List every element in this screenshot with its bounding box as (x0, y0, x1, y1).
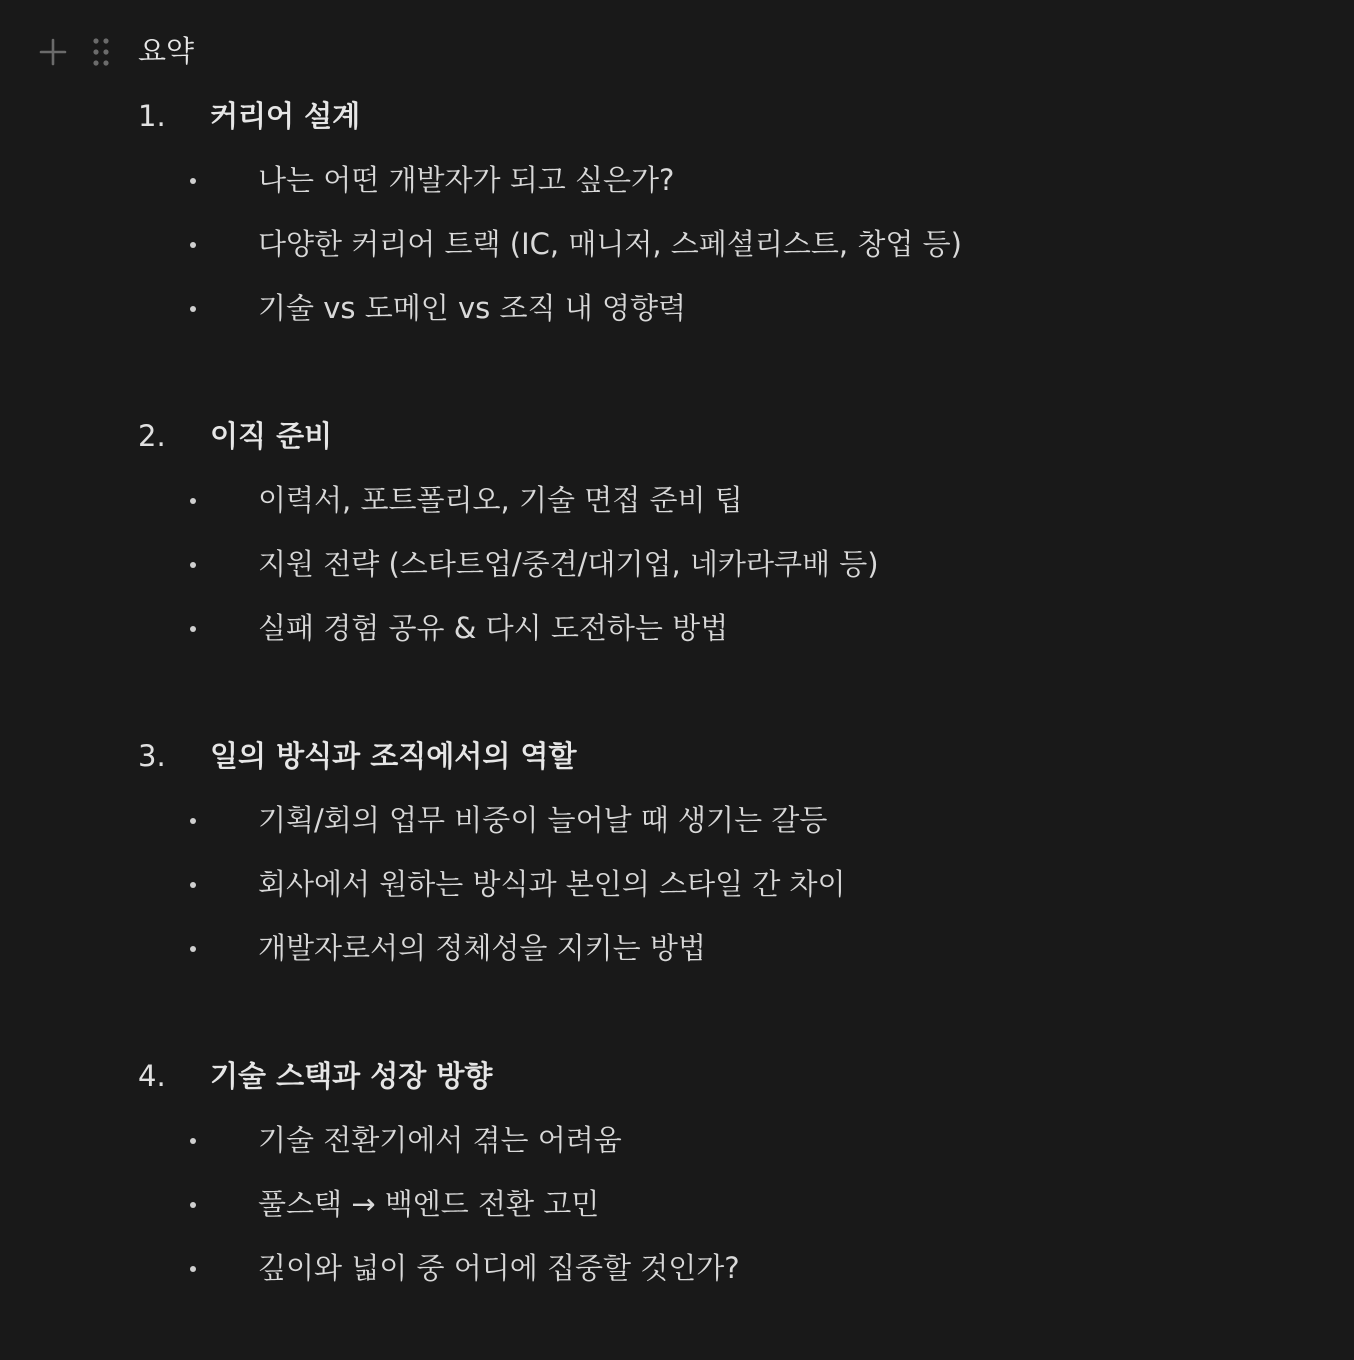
bullet-icon (190, 242, 196, 248)
bullet-icon (190, 1138, 196, 1144)
item-title: 커리어 설계 (210, 99, 361, 133)
item-title: 이직 준비 (210, 419, 333, 453)
bullet-icon (190, 498, 196, 504)
bullet-icon (190, 562, 196, 568)
drag-handle-icon (91, 36, 111, 68)
bullet-icon (190, 626, 196, 632)
numbered-item[interactable] (0, 1056, 1354, 1120)
bullet-text: 기획/회의 업무 비중이 늘어날 때 생기는 갈등 (258, 803, 828, 837)
bullet-text: 개발자로서의 정체성을 지키는 방법 (258, 931, 706, 965)
item-number: 1. (138, 99, 166, 133)
drag-handle-button[interactable] (86, 34, 116, 70)
item-title: 기술 스택과 성장 방향 (210, 1059, 493, 1093)
numbered-item[interactable] (0, 96, 1354, 160)
bullet-item[interactable] (0, 1248, 1354, 1312)
toggle-heading[interactable]: 요약 (138, 34, 195, 68)
bullet-text: 지원 전략 (스타트업/중견/대기업, 네카라쿠배 등) (258, 547, 879, 581)
section-4 (0, 1056, 1354, 1312)
section-2 (0, 416, 1354, 672)
bullet-item[interactable] (0, 800, 1354, 864)
bullet-icon (190, 882, 196, 888)
bullet-text: 기술 vs 도메인 vs 조직 내 영향력 (258, 291, 687, 325)
block-handle (38, 34, 116, 70)
bullet-text: 나는 어떤 개발자가 되고 싶은가? (258, 163, 675, 197)
bullet-item[interactable] (0, 544, 1354, 608)
bullet-item[interactable] (0, 224, 1354, 288)
numbered-item[interactable] (0, 416, 1354, 480)
bullet-item[interactable] (0, 1184, 1354, 1248)
bullet-text: 기술 전환기에서 겪는 어려움 (258, 1123, 622, 1157)
item-number: 3. (138, 739, 166, 773)
bullet-item[interactable] (0, 160, 1354, 224)
bullet-text: 회사에서 원하는 방식과 본인의 스타일 간 차이 (258, 867, 846, 901)
bullet-item[interactable] (0, 864, 1354, 928)
bullet-item[interactable] (0, 288, 1354, 352)
item-title: 일의 방식과 조직에서의 역할 (210, 739, 577, 773)
bullet-text: 실패 경험 공유 & 다시 도전하는 방법 (258, 611, 729, 645)
section-3 (0, 736, 1354, 992)
bullet-item[interactable] (0, 608, 1354, 672)
bullet-item[interactable] (0, 928, 1354, 992)
bullet-icon (190, 818, 196, 824)
bullet-text: 풀스택 → 백엔드 전환 고민 (258, 1187, 600, 1221)
add-block-button[interactable] (38, 34, 68, 70)
plus-icon (38, 37, 68, 67)
item-number: 4. (138, 1059, 166, 1093)
bullet-item[interactable] (0, 480, 1354, 544)
numbered-item[interactable] (0, 736, 1354, 800)
item-number: 2. (138, 419, 166, 453)
bullet-icon (190, 946, 196, 952)
bullet-item[interactable] (0, 1120, 1354, 1184)
section-1 (0, 96, 1354, 352)
bullet-icon (190, 1266, 196, 1272)
bullet-text: 깊이와 넓이 중 어디에 집중할 것인가? (258, 1251, 740, 1285)
bullet-icon (190, 306, 196, 312)
bullet-icon (190, 1202, 196, 1208)
bullet-icon (190, 178, 196, 184)
bullet-text: 다양한 커리어 트랙 (IC, 매니저, 스페셜리스트, 창업 등) (258, 227, 962, 261)
bullet-text: 이력서, 포트폴리오, 기술 면접 준비 팁 (258, 483, 743, 517)
